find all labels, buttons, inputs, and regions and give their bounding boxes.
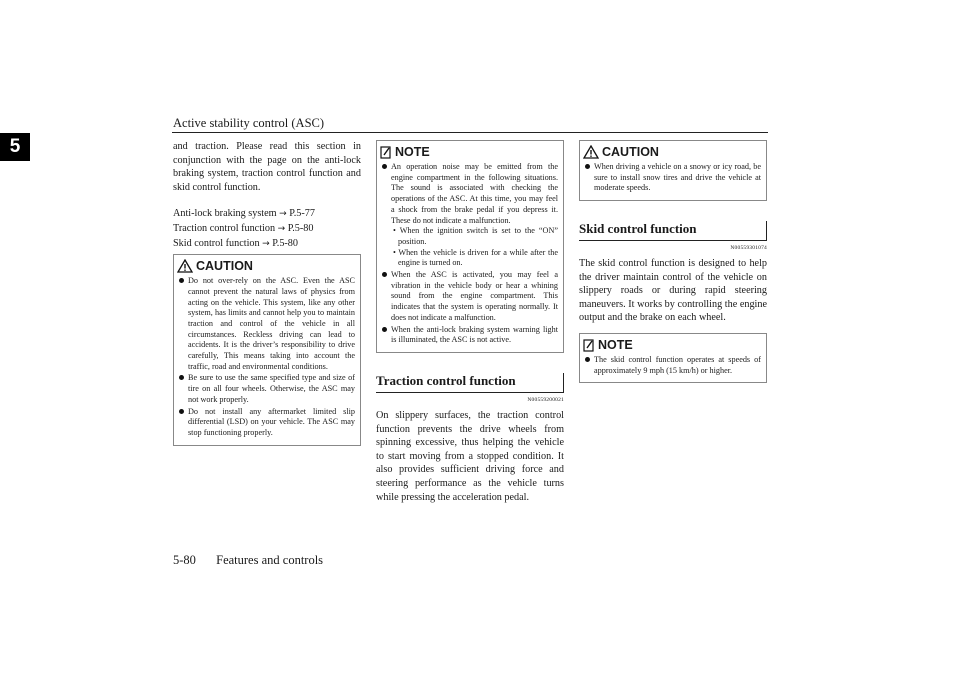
caution-box (579, 140, 767, 201)
note-box (376, 140, 564, 353)
section-code: N00559200021 (527, 396, 564, 403)
intro-paragraph: and traction. Please read this section in conjunction with the page on the anti-lock braking system, traction control function and skid control function. (173, 141, 361, 193)
note-heading: NOTE (380, 145, 558, 159)
list-item: Do not install any aftermarket limited slip differential (LSD) on your vehicle. The ASC may stop functioning properly. (179, 407, 355, 439)
page-footer (173, 553, 323, 568)
note-icon (380, 146, 392, 159)
arrow-icon: → (277, 223, 286, 234)
list-item: When driving a vehicle on a snowy or icy road, be sure to install snow tires and drive the vehicle at moderate speeds. (585, 162, 761, 194)
section-title-skid: Skid control function (579, 221, 767, 241)
header-rule (172, 132, 768, 133)
chapter-tab: 5 (0, 133, 30, 161)
section-code: N00559301074 (730, 245, 767, 252)
list-item: The skid control function operates at speeds of approximately 9 mph (15 km/h) or higher. (585, 355, 761, 376)
warning-triangle-icon (583, 145, 599, 159)
arrow-icon: → (262, 238, 270, 249)
ref-page: P.5-80 (272, 237, 298, 249)
skid-paragraph: The skid control function is designed to help the driver maintain control of the vehicle on slippery roads or during rapid steering maneuvers. It works by controlling the engine output and the brake on each wheel. (579, 258, 767, 324)
caution-heading: CAUTION (177, 259, 355, 273)
ref-skid[interactable]: Skid control function → P.5-80 (173, 237, 298, 249)
page-number: 5-80 (173, 553, 196, 567)
note-icon (583, 339, 595, 352)
note-box (579, 333, 767, 383)
column-1 (173, 140, 361, 446)
column-3 (579, 140, 767, 383)
column-2 (376, 140, 564, 504)
ref-abs[interactable]: Anti-lock braking system → P.5-77 (173, 208, 315, 220)
sub-item: • When the vehicle is driven for a while after the engine is turned on. (393, 247, 558, 268)
footer-section: Features and controls (216, 553, 324, 567)
list-item: When the anti-lock braking system warning light is illuminated, the ASC is not active. (382, 325, 558, 346)
list-item: Do not over-rely on the ASC. Even the ASC cannot prevent the natural laws of physics from acting on the vehicle. This system, like any other system, has limits and cannot help you to maintain traction and control of the vehicle in all circumstances. Reckless driving can lead to accidents. It is the driver’s responsibility to drive carefully, This means taking into account the traffic, road and environmental conditions. (179, 276, 355, 372)
arrow-icon: → (279, 209, 287, 220)
list-item: When the ASC is activated, you may feel a vibration in the vehicle body or hear a whining sound from the engine compartment. This indicates that the system is operating normally. It does not indicate a malfunction. (382, 270, 558, 324)
ref-traction[interactable]: Traction control function → P.5-80 (173, 222, 314, 234)
traction-paragraph: On slippery surfaces, the traction control function prevents the drive wheels from spinning excessive, thus helping the vehicle to start moving from a stopped condition. It also provides sufficient driving force and steering performance as the vehicle turns while pressing the acceleration pedal. (376, 409, 564, 503)
ref-page: P.5-77 (289, 208, 315, 220)
sub-item: • When the ignition switch is set to the “ON” position. (393, 226, 558, 246)
section-title-traction: Traction control function (376, 373, 564, 393)
list-item: An operation noise may be emitted from the engine compartment in the following situations. The sound is associated with checking the operations of the ASC. At this time, you may feel a shock from the brake pedal if you depress it. These do not indicate a malfunction. • When the ignition switch is set to the “ON” position. • When the vehicle is driven for a while after the engine is turned on. (382, 162, 558, 269)
caution-heading: CAUTION (583, 145, 761, 159)
note-heading: NOTE (583, 338, 761, 352)
ref-page: P.5-80 (287, 222, 314, 234)
running-header: Active stability control (ASC) (173, 116, 325, 130)
warning-triangle-icon (177, 259, 193, 273)
list-item: Be sure to use the same specified type and size of tire on all four wheels. Otherwise, the ASC may not work properly. (179, 373, 355, 405)
caution-box (173, 254, 361, 446)
